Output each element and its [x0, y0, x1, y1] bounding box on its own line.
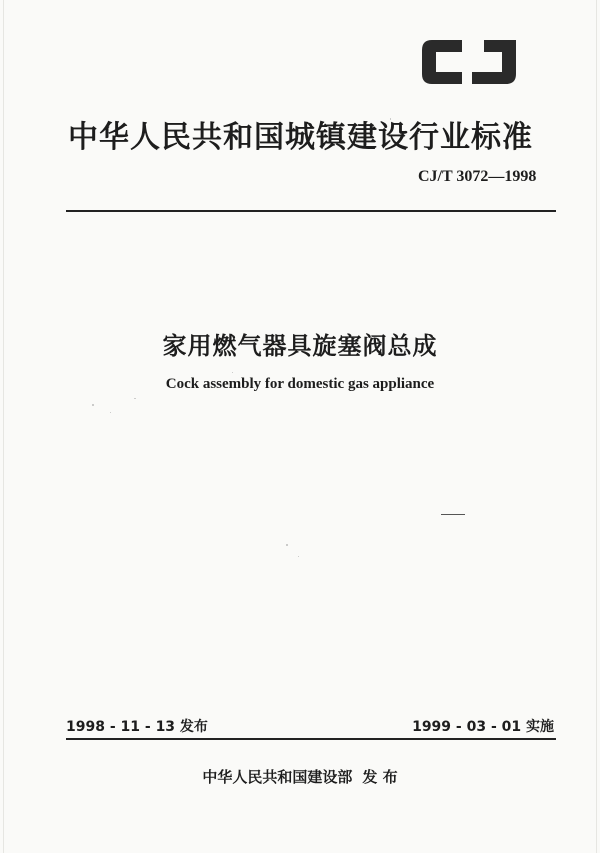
- effective-date: 1999 - 03 - 01 实施: [412, 719, 554, 735]
- scan-speck: [232, 372, 233, 373]
- cj-logo: [418, 36, 520, 88]
- publisher-name: 中华人民共和国建设部: [202, 768, 353, 786]
- bottom-divider: [66, 738, 556, 740]
- standard-title-chinese: 家用燃气器具旋塞阀总成: [162, 332, 438, 360]
- publisher-line: [0, 766, 600, 787]
- top-divider: [66, 210, 556, 212]
- standard-code: CJ/T 3072—1998: [418, 168, 537, 185]
- publisher-action: 发 布: [362, 768, 398, 786]
- scan-speck: [134, 398, 136, 399]
- cj-logo-mark: [418, 36, 520, 88]
- standard-title-english: Cock assembly for domestic gas appliance: [165, 376, 435, 392]
- scan-edge-left: [3, 0, 4, 853]
- scan-speck: [390, 118, 391, 120]
- issuing-industry-title: 中华人民共和国城镇建设行业标准: [68, 120, 533, 155]
- short-dash-mark: [441, 514, 465, 515]
- scan-speck: [298, 556, 299, 557]
- issue-date: 1998 - 11 - 13 发布: [66, 719, 208, 735]
- scan-speck: [92, 404, 94, 406]
- scan-speck: [286, 544, 288, 546]
- scan-edge-right: [596, 0, 597, 853]
- scan-speck: [110, 412, 111, 413]
